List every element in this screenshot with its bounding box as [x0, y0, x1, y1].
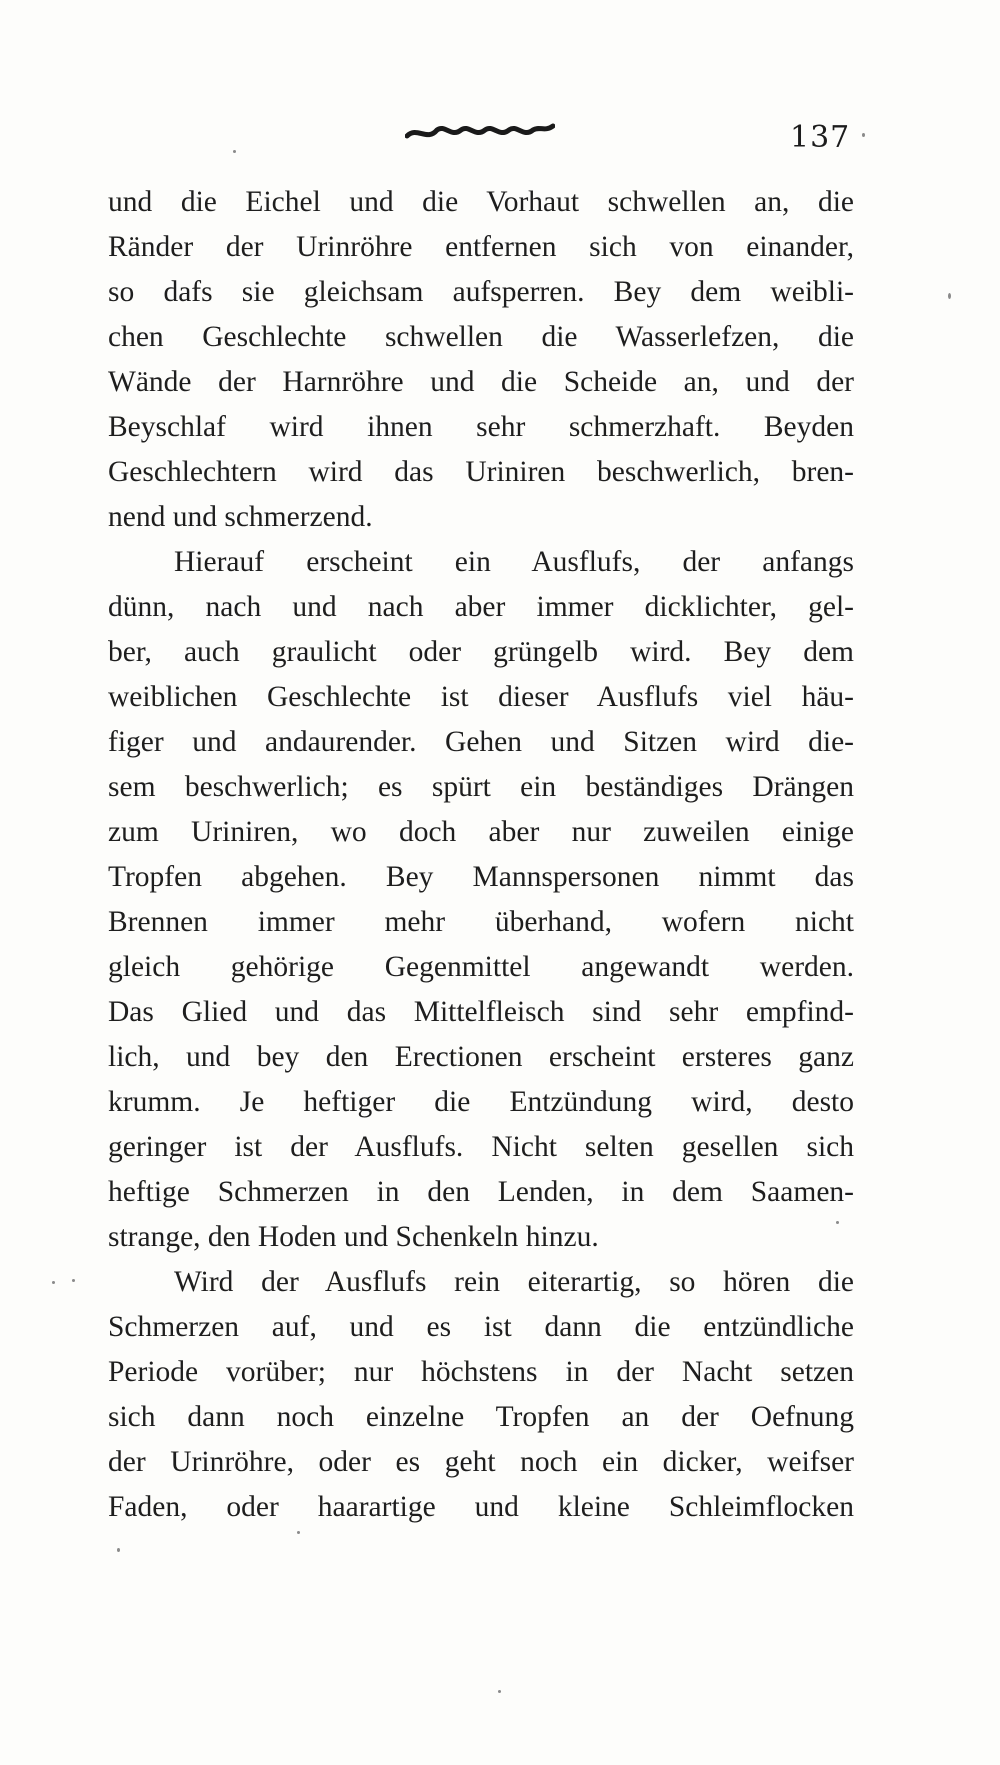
- text-line: Ränder der Urinröhre entfernen sich von einander,: [108, 231, 854, 263]
- text-line: sem beschwerlich; es spürt ein beständiges Drängen: [108, 771, 854, 803]
- paragraph-2: [108, 540, 854, 1260]
- paragraph-3: [108, 1260, 854, 1530]
- text-line: Wände der Harnröhre und die Scheide an, und der: [108, 366, 854, 398]
- text-line: dünn, nach und nach aber immer dicklichter, gel-: [108, 591, 854, 623]
- text-line: nend und schmerzend.: [108, 501, 373, 533]
- text-line: zum Uriniren, wo doch aber nur zuweilen einige: [108, 816, 854, 848]
- text-line: Geschlechtern wird das Uriniren beschwerlich, bren-: [108, 456, 854, 488]
- text-line: strange, den Hoden und Schenkeln hinzu.: [108, 1221, 599, 1253]
- text-line: der Urinröhre, oder es geht noch ein dicker, weifser: [108, 1446, 854, 1478]
- paper-speck: [117, 1548, 120, 1552]
- text-line: weiblichen Geschlechte ist dieser Ausflufs viel häu-: [108, 681, 854, 713]
- paper-speck: [948, 293, 951, 299]
- text-line: sich dann noch einzelne Tropfen an der Oefnung: [108, 1401, 854, 1433]
- paper-speck: [862, 133, 865, 137]
- text-line: Schmerzen auf, und es ist dann die entzündliche: [108, 1311, 854, 1343]
- text-line: Das Glied und das Mittelfleisch sind sehr empfind-: [108, 996, 854, 1028]
- text-line: krumm. Je heftiger die Entzündung wird, desto: [108, 1086, 854, 1118]
- text-line: ber, auch graulicht oder grüngelb wird. Bey dem: [108, 636, 854, 668]
- text-line: gleich gehörige Gegenmittel angewandt werden.: [108, 951, 854, 983]
- text-line: lich, und bey den Erectionen erscheint ersteres ganz: [108, 1041, 854, 1073]
- paragraph-1: [108, 180, 854, 540]
- text-line: geringer ist der Ausflufs. Nicht selten gesellen sich: [108, 1131, 854, 1163]
- paper-speck: [233, 150, 236, 153]
- text-line: Periode vorüber; nur höchstens in der Nacht setzen: [108, 1356, 854, 1388]
- text-line: Beyschlaf wird ihnen sehr schmerzhaft. Beyden: [108, 411, 854, 443]
- paper-speck: [836, 1221, 839, 1224]
- text-line: und die Eichel und die Vorhaut schwellen an, die: [108, 186, 854, 218]
- text-line: chen Geschlechte schwellen die Wasserlefzen, die: [108, 321, 854, 353]
- text-line: Faden, oder haarartige und kleine Schleimflocken: [108, 1491, 854, 1523]
- paper-speck: [498, 1690, 501, 1693]
- text-line: figer und andaurender. Gehen und Sitzen wird die-: [108, 726, 854, 758]
- body-text: [108, 180, 854, 1530]
- decorative-swash-ornament-icon: [405, 118, 555, 148]
- text-line: Wird der Ausflufs rein eiterartig, so hören die: [174, 1266, 854, 1298]
- text-line: Brennen immer mehr überhand, wofern nicht: [108, 906, 854, 938]
- text-line: so dafs sie gleichsam aufsperren. Bey dem weibli-: [108, 276, 854, 308]
- paper-speck: [72, 1279, 75, 1282]
- paper-speck: [52, 1281, 55, 1284]
- paper-speck: [297, 1531, 300, 1534]
- text-line: heftige Schmerzen in den Lenden, in dem Saamen-: [108, 1176, 854, 1208]
- text-line: Hierauf erscheint ein Ausflufs, der anfangs: [174, 546, 854, 578]
- page-number: 137: [790, 120, 851, 155]
- text-line: Tropfen abgehen. Bey Mannspersonen nimmt das: [108, 861, 854, 893]
